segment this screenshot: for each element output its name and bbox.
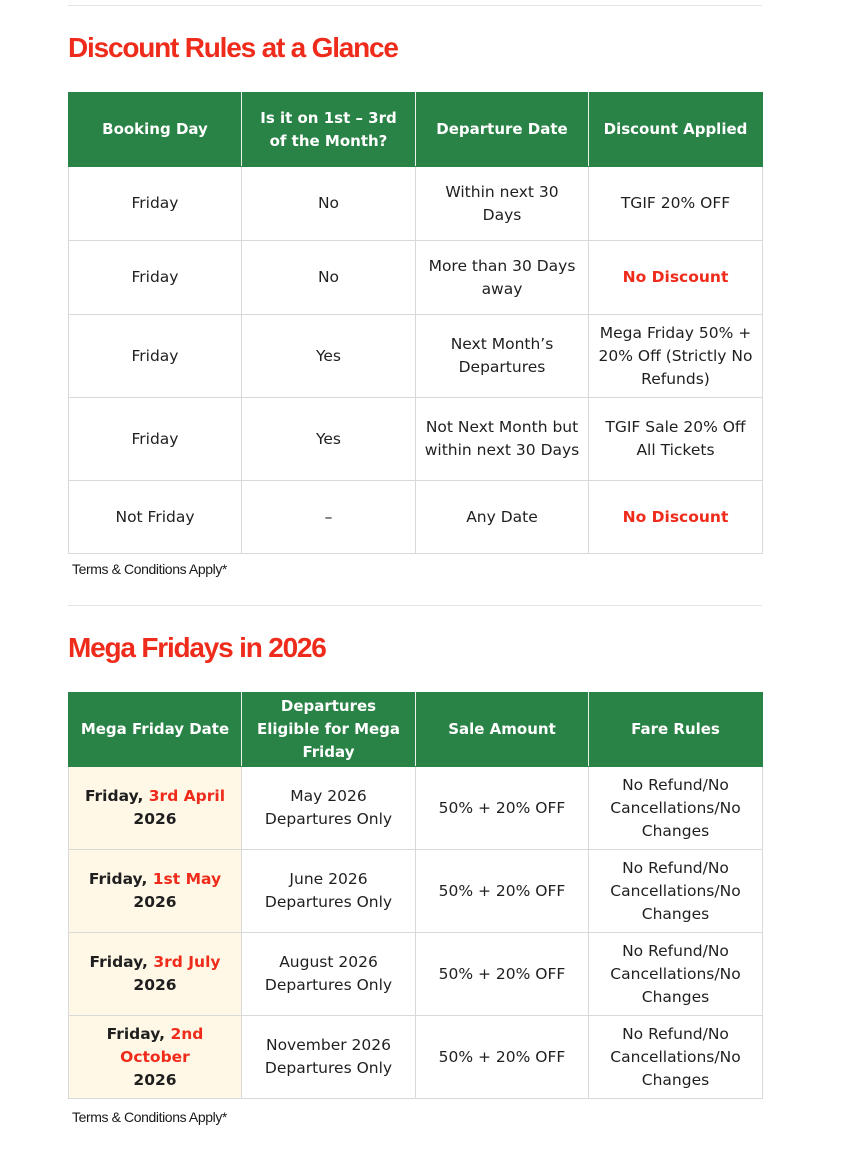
booking-day-cell: Friday <box>69 241 242 315</box>
sale-cell: 50% + 20% OFF <box>416 767 589 850</box>
day-prefix: Friday, <box>106 1024 171 1043</box>
table-row <box>69 767 763 850</box>
sale-cell: 50% + 20% OFF <box>416 1016 589 1099</box>
fare-rules-cell: No Refund/No Cancellations/No Changes <box>589 767 763 850</box>
discount-cell: TGIF Sale 20% Off All Tickets <box>589 398 763 481</box>
table-row <box>69 398 763 481</box>
table-row <box>69 315 763 398</box>
table-row <box>69 167 763 241</box>
mega-date: 2nd October <box>120 1024 204 1066</box>
eligible-cell: November 2026 Departures Only <box>242 1016 416 1099</box>
discount-cell: No Discount <box>589 241 763 315</box>
first-to-third-cell: No <box>242 167 416 241</box>
col-first-to-third: Is it on 1st – 3rd of the Month? <box>242 93 416 167</box>
section-divider <box>68 605 762 606</box>
day-prefix: Friday, <box>88 870 153 888</box>
day-prefix: Friday, <box>89 953 154 971</box>
table-row <box>69 850 763 933</box>
table-row <box>69 241 763 315</box>
discount-table-header <box>69 93 763 167</box>
departure-cell: Within next 30 Days <box>416 167 589 241</box>
col-booking-day: Booking Day <box>69 93 242 167</box>
table-row <box>69 481 763 554</box>
booking-day-cell: Friday <box>69 167 242 241</box>
fare-rules-cell: No Refund/No Cancellations/No Changes <box>589 933 763 1016</box>
departure-cell: Not Next Month but within next 30 Days <box>416 398 589 481</box>
mega-date-cell <box>69 850 242 933</box>
mega-date: 3rd July <box>153 953 221 971</box>
table-row <box>69 1016 763 1099</box>
first-to-third-cell: Yes <box>242 315 416 398</box>
mega-date-cell <box>69 767 242 850</box>
top-divider <box>68 5 762 6</box>
mega-fridays-table <box>68 692 763 1099</box>
booking-day-cell: Not Friday <box>69 481 242 554</box>
sale-cell: 50% + 20% OFF <box>416 933 589 1016</box>
col-fare-rules: Fare Rules <box>589 693 763 767</box>
first-to-third-cell: Yes <box>242 398 416 481</box>
discount-cell: Mega Friday 50% + 20% Off (Strictly No Refunds) <box>589 315 763 398</box>
mega-year: 2026 <box>133 893 177 911</box>
mega-year: 2026 <box>133 976 177 994</box>
fare-rules-cell: No Refund/No Cancellations/No Changes <box>589 850 763 933</box>
col-departure-date: Departure Date <box>416 93 589 167</box>
col-discount-applied: Discount Applied <box>589 93 763 167</box>
sale-cell: 50% + 20% OFF <box>416 850 589 933</box>
day-prefix: Friday, <box>84 787 149 805</box>
discount-cell: TGIF 20% OFF <box>589 167 763 241</box>
mega-table-header <box>69 693 763 767</box>
mega-year: 2026 <box>133 810 177 828</box>
eligible-cell: August 2026 Departures Only <box>242 933 416 1016</box>
departure-cell: Any Date <box>416 481 589 554</box>
mega-date-cell <box>69 1016 242 1099</box>
mega-date-cell <box>69 933 242 1016</box>
departure-cell: Next Month’s Departures <box>416 315 589 398</box>
booking-day-cell: Friday <box>69 315 242 398</box>
first-to-third-cell: No <box>242 241 416 315</box>
eligible-cell: June 2026 Departures Only <box>242 850 416 933</box>
booking-day-cell: Friday <box>69 398 242 481</box>
table-row <box>69 933 763 1016</box>
first-to-third-cell: – <box>242 481 416 554</box>
col-mega-friday-date: Mega Friday Date <box>69 693 242 767</box>
terms-note: Terms & Conditions Apply* <box>72 1109 227 1125</box>
discount-cell: No Discount <box>589 481 763 554</box>
mega-fridays-title: Mega Fridays in 2026 <box>68 632 326 663</box>
discount-rules-table <box>68 92 763 554</box>
eligible-cell: May 2026 Departures Only <box>242 767 416 850</box>
fare-rules-cell: No Refund/No Cancellations/No Changes <box>589 1016 763 1099</box>
terms-note: Terms & Conditions Apply* <box>72 561 227 577</box>
mega-date: 1st May <box>152 870 222 888</box>
col-sale-amount: Sale Amount <box>416 693 589 767</box>
col-departures-eligible: Departures Eligible for Mega Friday <box>242 693 416 767</box>
mega-year: 2026 <box>133 1070 177 1089</box>
discount-rules-title: Discount Rules at a Glance <box>68 32 398 63</box>
departure-cell: More than 30 Days away <box>416 241 589 315</box>
mega-date: 3rd April <box>148 787 226 805</box>
